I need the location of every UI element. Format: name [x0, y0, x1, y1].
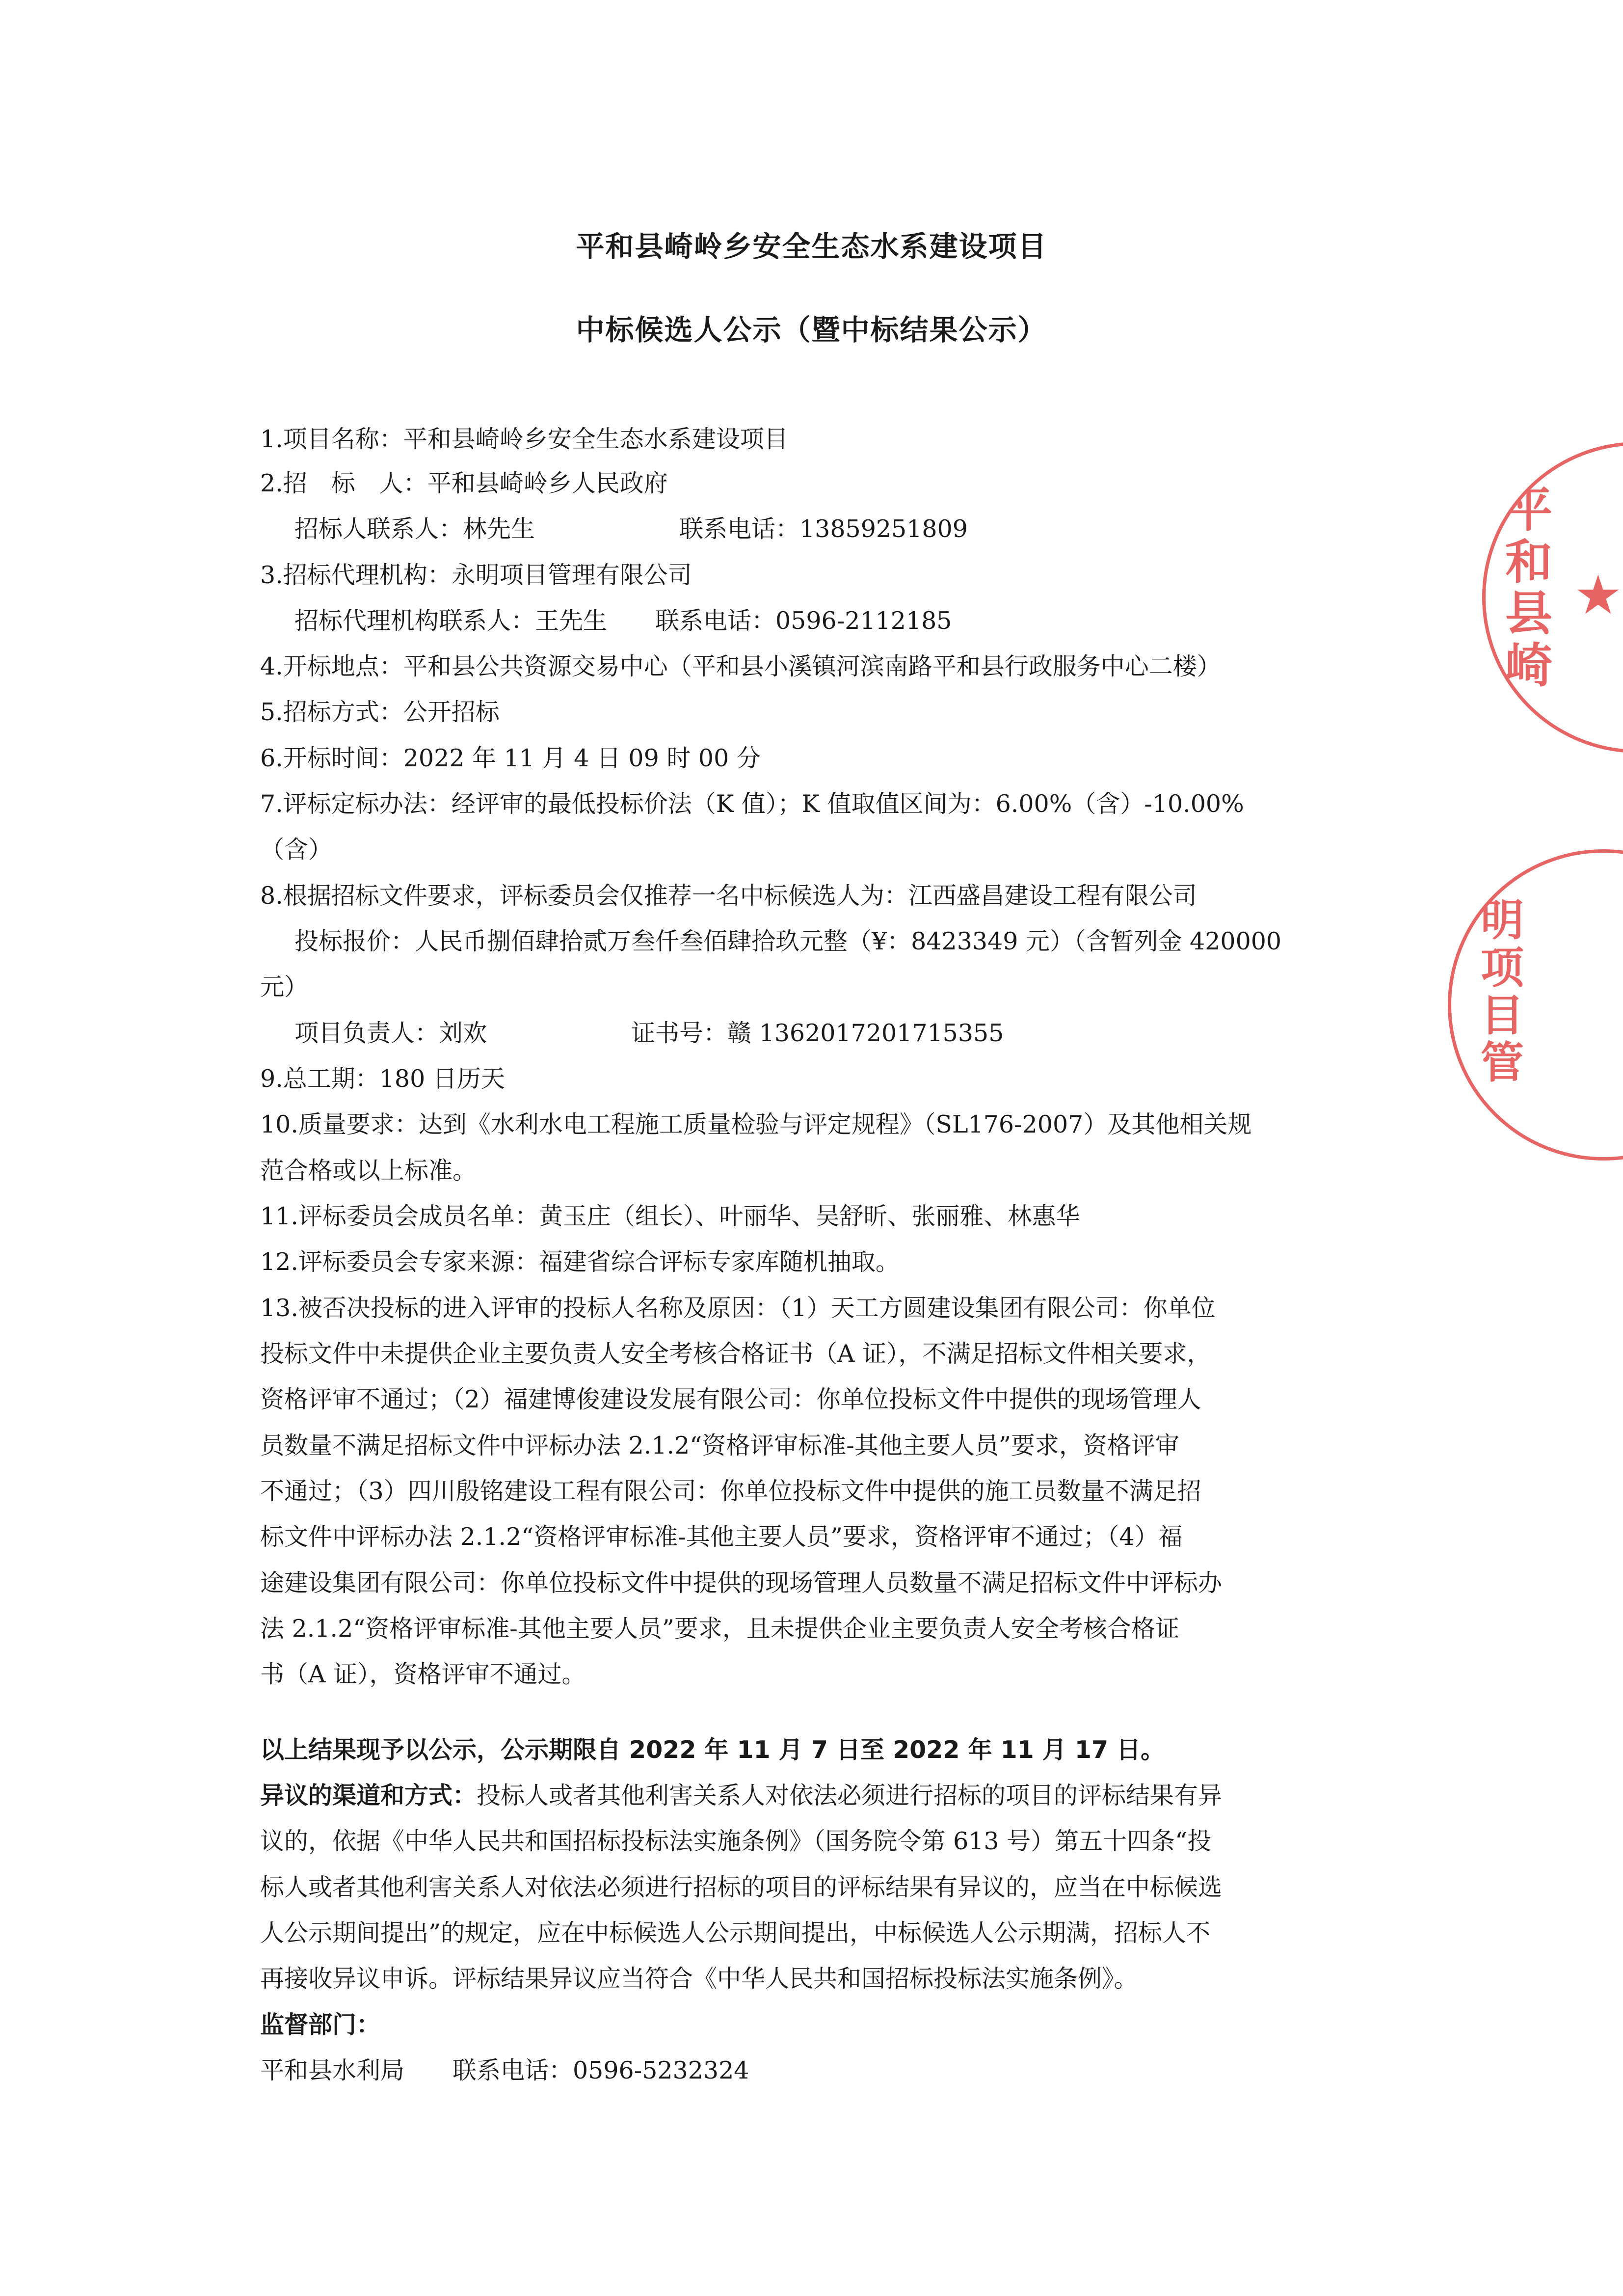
item-13-line-2: 投标文件中未提供企业主要负责人安全考核合格证书（A 证），不满足招标文件相关要求， — [260, 1340, 1211, 1368]
objection-line-3: 标人或者其他利害关系人对依法必须进行招标的项目的评标结果有异议的，应当在中标候选 — [260, 1873, 1223, 1901]
item-6-opening-time: 6.开标时间：2022 年 11 月 4 日 09 时 00 分 — [260, 744, 761, 772]
page-title: 平和县崎岭乡安全生态水系建设项目 — [576, 230, 1047, 263]
page-subtitle: 中标候选人公示（暨中标结果公示） — [576, 313, 1047, 347]
item-13-line-7: 途建设集团有限公司：你单位投标文件中提供的现场管理人员数量不满足招标文件中评标办 — [260, 1569, 1223, 1597]
bid-price-continued: 元） — [260, 973, 309, 1001]
item-13-line-9: 书（A 证），资格评审不通过。 — [260, 1660, 586, 1688]
item-2-tenderer: 2.招 标 人：平和县崎岭乡人民政府 — [260, 469, 668, 497]
objection-label: 异议的渠道和方式： — [260, 1782, 477, 1810]
item-1-project-name: 1.项目名称：平和县崎岭乡安全生态水系建设项目 — [260, 425, 788, 453]
item-8-candidate: 8.根据招标文件要求，评标委员会仅推荐一名中标候选人为：江西盛昌建设工程有限公司 — [260, 882, 1197, 910]
item-12-expert-source: 12.评标委员会专家来源：福建省综合评标专家库随机抽取。 — [260, 1248, 900, 1276]
item-4-opening-place: 4.开标地点：平和县公共资源交易中心（平和县小溪镇河滨南路平和县行政服务中心二楼） — [260, 652, 1221, 680]
item-10-continued: 范合格或以上标准。 — [260, 1157, 477, 1185]
item-9-duration: 9.总工期：180 日历天 — [260, 1065, 505, 1093]
star-icon: ★ — [1574, 564, 1623, 626]
item-13-rejected-bidders: 13.被否决投标的进入评审的投标人名称及原因：（1）天工方圆建设集团有限公司：你单位 — [260, 1294, 1216, 1322]
objection-line-4: 人公示期间提出”的规定，应在中标候选人公示期间提出，中标候选人公示期满，招标人不 — [260, 1919, 1211, 1947]
agency-seal-stamp — [1448, 849, 1623, 1161]
item-10-quality: 10.质量要求：达到《水利水电工程施工质量检验与评定规程》（SL176-2007）及其他相关规 — [260, 1110, 1252, 1138]
item-13-line-4: 员数量不满足招标文件中评标办法 2.1.2“资格评审标准-其他主要人员”要求，资格评审 — [260, 1432, 1179, 1459]
stamp-text: 明项目管 — [1481, 895, 1524, 1088]
notice-period: 以上结果现予以公示，公示期限自 2022 年 11 月 7 日至 2022 年 11 月 17 日。 — [260, 1736, 1165, 1764]
project-manager: 项目负责人：刘欢 证书号：赣 1362017201715355 — [294, 1019, 1004, 1047]
item-7-evaluation-method: 7.评标定标办法：经评审的最低投标价法（K 值）；K 值取值区间为：6.00%（含）-10.00% — [260, 790, 1244, 818]
item-5-method: 5.招标方式：公开招标 — [260, 698, 500, 726]
item-13-line-5: 不通过；（3）四川殷铭建设工程有限公司：你单位投标文件中提供的施工员数量不满足招 — [260, 1477, 1201, 1505]
objection-line-5: 再接收异议申诉。评标结果异议应当符合《中华人民共和国招标投标法实施条例》。 — [260, 1965, 1138, 1993]
stamp-text: 平和县崎 — [1505, 483, 1552, 693]
agency-contact: 招标代理机构联系人：王先生 联系电话：0596-2112185 — [294, 607, 952, 635]
item-7-continued: （含） — [260, 836, 333, 864]
item-3-agency: 3.招标代理机构：永明项目管理有限公司 — [260, 561, 692, 589]
supervision-label: 监督部门： — [260, 2011, 381, 2039]
objection-text: 投标人或者其他利害关系人对依法必须进行招标的项目的评标结果有异 — [477, 1782, 1223, 1810]
objection-paragraph-line-1 — [260, 1783, 1222, 1808]
tenderer-seal-stamp — [1482, 442, 1623, 753]
item-13-line-8: 法 2.1.2“资格评审标准-其他主要人员”要求，且未提供企业主要负责人安全考核合格证 — [260, 1615, 1179, 1643]
objection-line-2: 议的，依据《中华人民共和国招标投标法实施条例》（国务院令第 613 号）第五十四条“投 — [260, 1827, 1212, 1855]
supervision-contact: 平和县水利局 联系电话：0596-5232324 — [260, 2056, 749, 2084]
item-13-line-3: 资格评审不通过；（2）福建博俊建设发展有限公司：你单位投标文件中提供的现场管理人 — [260, 1385, 1201, 1413]
item-11-committee: 11.评标委员会成员名单：黄玉庄（组长）、叶丽华、吴舒昕、张丽雅、林惠华 — [260, 1202, 1080, 1230]
bid-price: 投标报价：人民币捌佰肆拾贰万叁仟叁佰肆拾玖元整（¥：8423349 元）（含暂列金 420000 — [294, 927, 1282, 955]
item-13-line-6: 标文件中评标办法 2.1.2“资格评审标准-其他主要人员”要求，资格评审不通过；（4）福 — [260, 1523, 1183, 1551]
tenderer-contact: 招标人联系人：林先生 联系电话：13859251809 — [294, 515, 968, 543]
